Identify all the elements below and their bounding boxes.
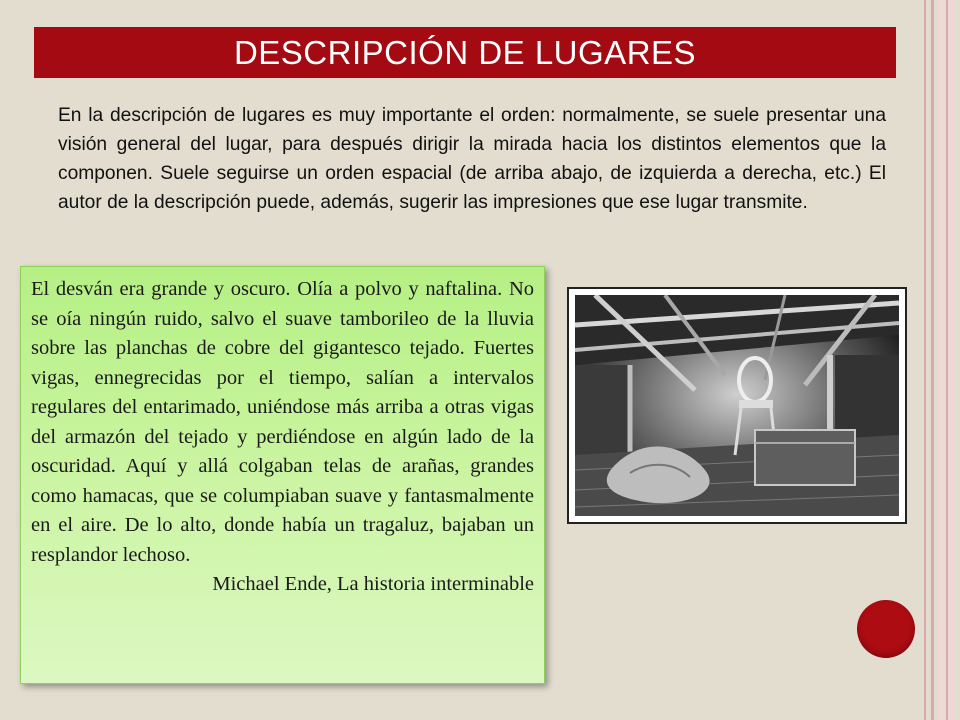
- slide-title: [34, 27, 896, 78]
- quote-box: [20, 266, 545, 684]
- attic-photo-illustration: [575, 295, 899, 516]
- quote-author: Michael Ende, La historia interminable: [212, 573, 534, 595]
- intro-paragraph: En la descripción de lugares es muy importante el orden: normalmente, se suele presentar una visión general del lugar, para después dirigir la mirada hacia los distintos elementos que la componen. Suele seguirse un orden espacial (de arriba abajo, de izquierda a derecha, etc.) El autor de la descripción puede, además, sugerir las impresiones que ese lugar transmite.: [58, 105, 886, 213]
- slide-title-text: DESCRIPCIÓN DE LUGARES: [233, 33, 697, 71]
- slide-right-border: [922, 0, 960, 720]
- quote-text: El desván era grande y oscuro. Olía a polvo y naftalina. No se oía ningún ruido, salvo el suave tamborileo de la lluvia sobre las planchas de cobre del gigantesco tejado. Fuertes vigas, ennegrecidas por el tiempo, salían a intervalos regulares del entarimado, uniéndose más arriba a otras vigas del armazón del tejado y perdiéndose en algún lado de la oscuridad. Aquí y allá colgaban telas de arañas, grandes como hamacas, que se columpiaban suave y fantasmalmente en el aire. De lo alto, donde había un tragaluz, bajaban un resplandor lechoso.: [31, 278, 534, 566]
- decorative-red-circle: [857, 600, 915, 658]
- attic-photo: [567, 287, 907, 524]
